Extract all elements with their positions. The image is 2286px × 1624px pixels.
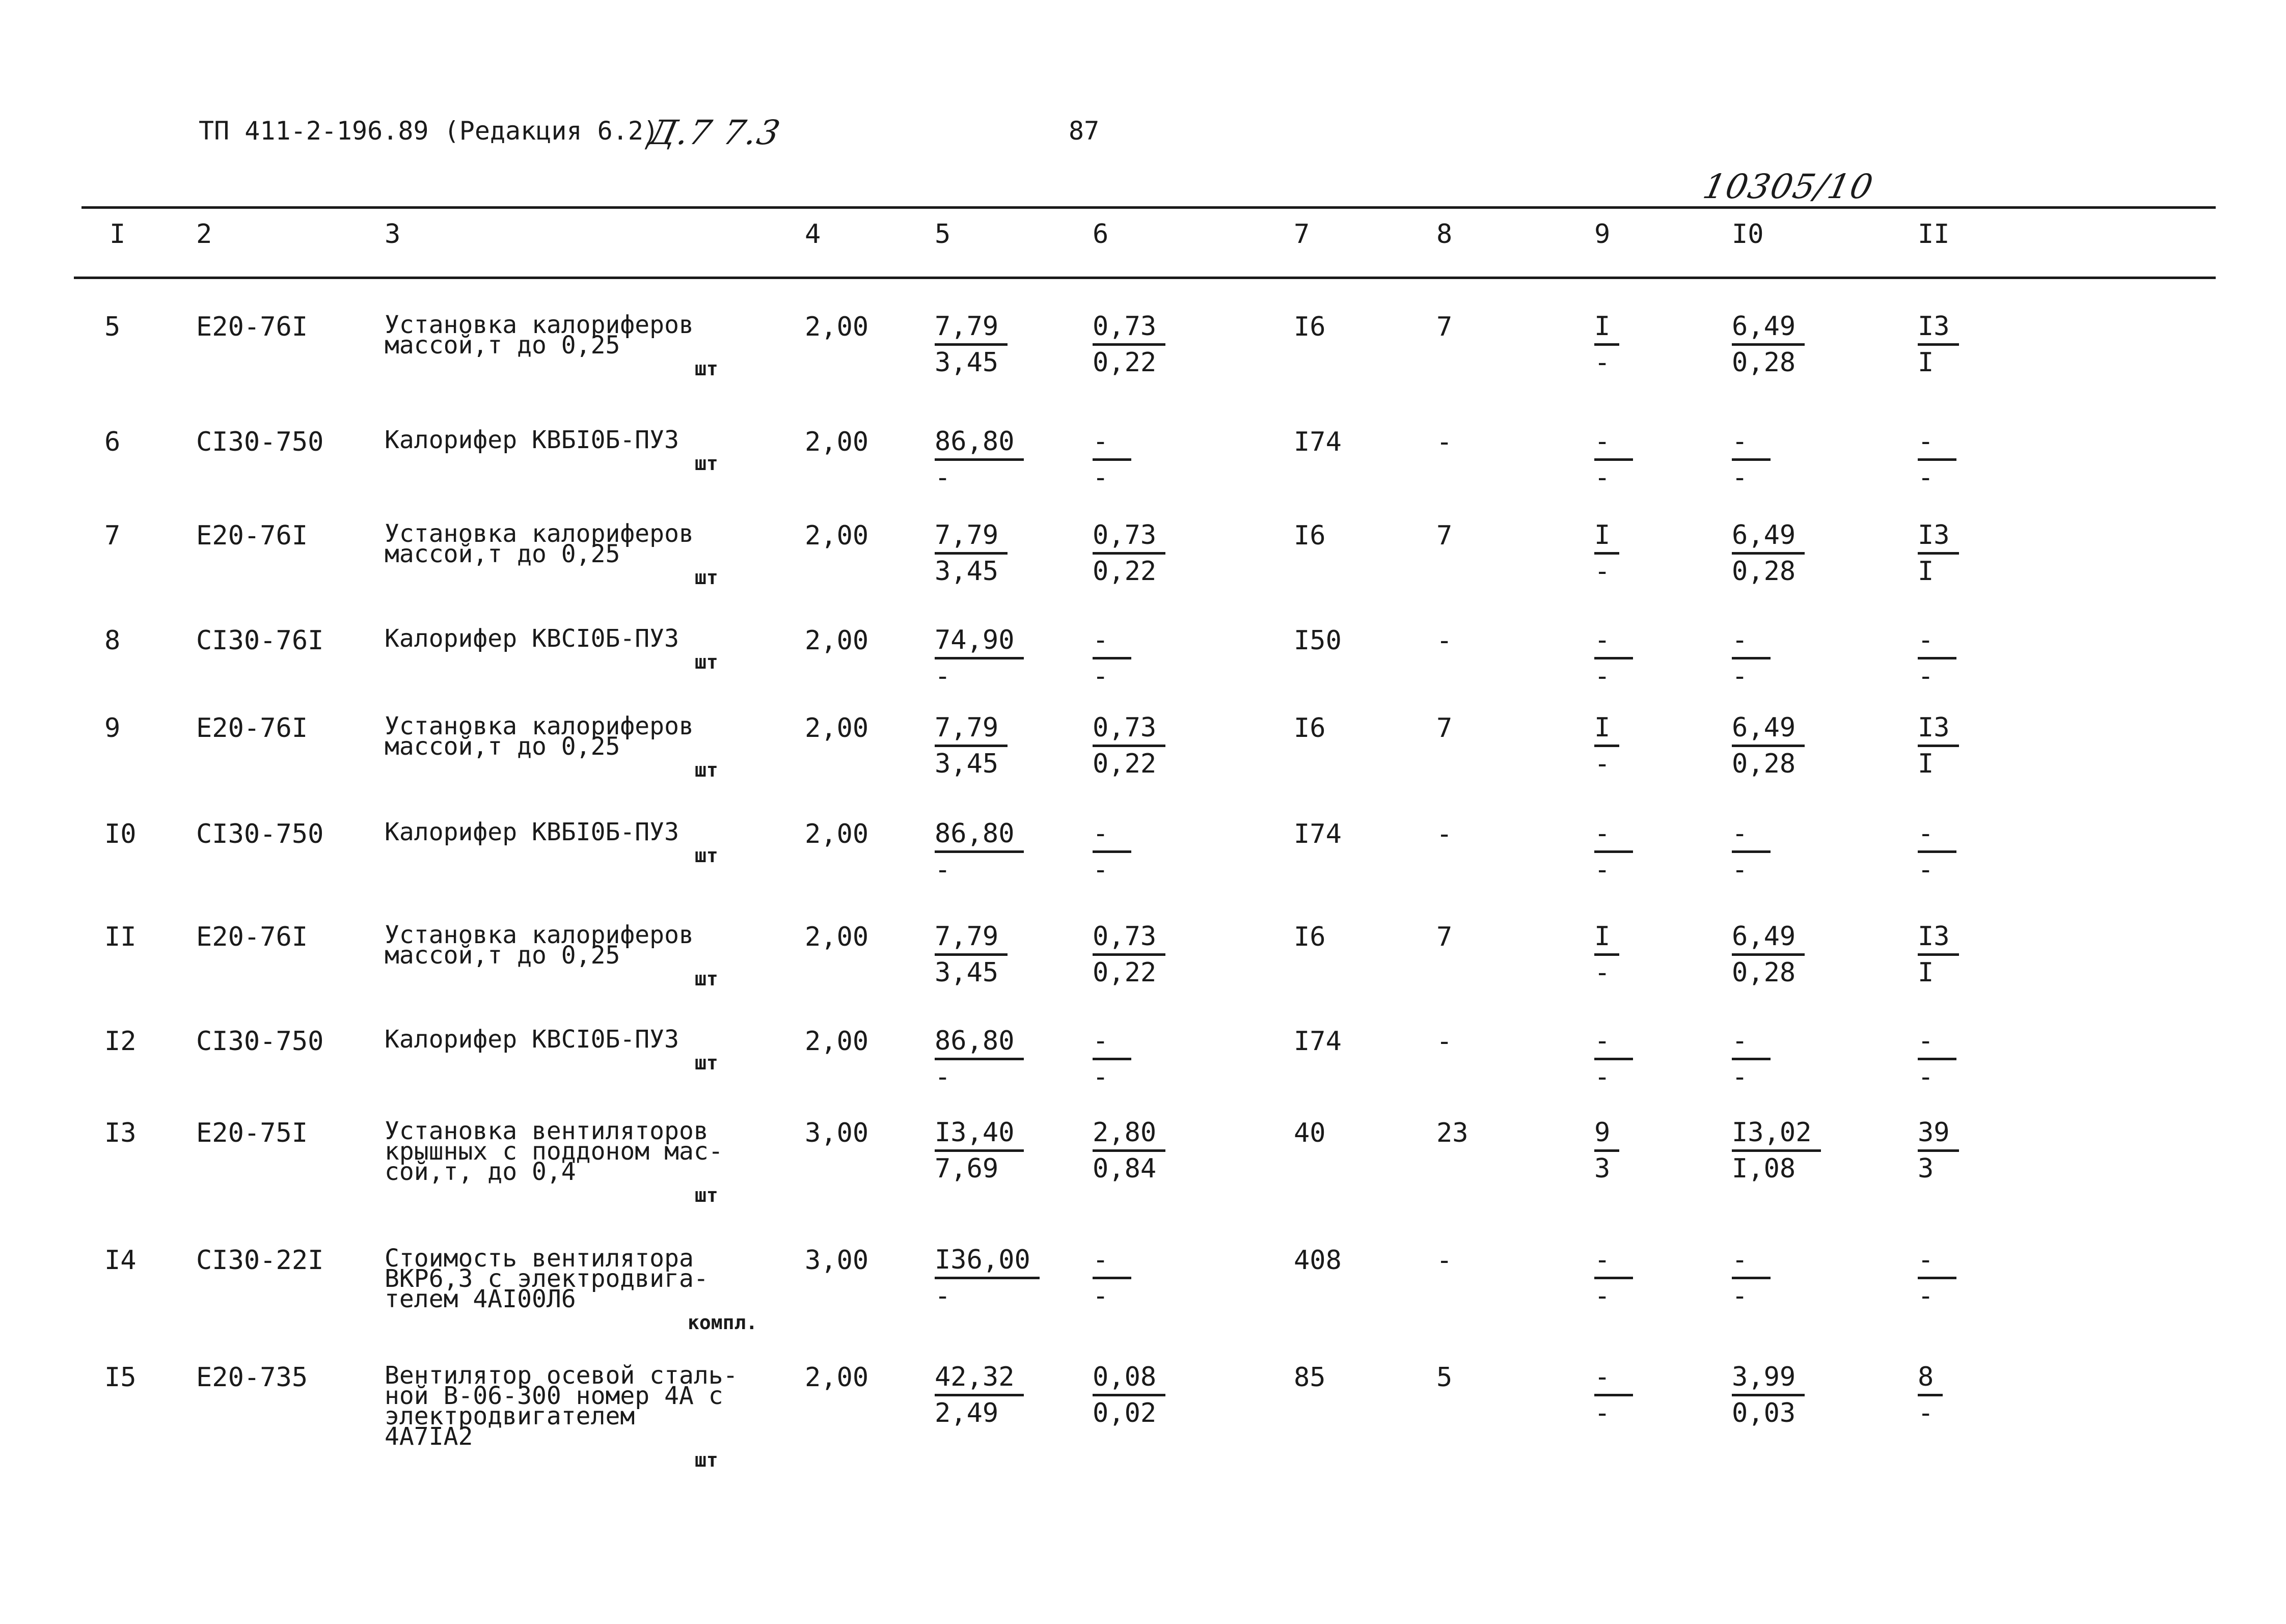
- total-wages: 7: [1436, 312, 1453, 342]
- description-line: Установка вентиляторов: [385, 1117, 709, 1145]
- unit-cost: [935, 310, 1008, 379]
- total-wages: -: [1436, 1245, 1453, 1276]
- labor-per-unit-denominator: -: [1732, 462, 1748, 493]
- labor-total-numerator: -: [1918, 623, 1956, 659]
- wage-cost-numerator: 0,08: [1093, 1360, 1165, 1396]
- quantity: 2,00: [805, 713, 869, 744]
- total-cost: 40: [1294, 1118, 1326, 1148]
- quantity: 2,00: [805, 922, 869, 952]
- wage-cost-numerator: 0,73: [1093, 920, 1165, 956]
- labor-per-unit-denominator: -: [1732, 1281, 1748, 1311]
- total-cost: I74: [1294, 819, 1342, 849]
- machine-cost: [1594, 1116, 1619, 1186]
- quantity: 2,00: [805, 520, 869, 551]
- unit-cost: [935, 817, 1024, 887]
- row-number: 6: [104, 427, 121, 457]
- quantity: 2,00: [805, 625, 869, 656]
- rate-code: Е20-76I: [196, 312, 308, 342]
- unit-cost-denominator: -: [935, 462, 951, 493]
- labor-per-unit-numerator: 3,99: [1732, 1360, 1805, 1396]
- column-header-6: 6: [1093, 219, 1109, 250]
- wage-cost: [1093, 1024, 1131, 1094]
- wage-cost: [1093, 518, 1165, 588]
- total-cost: I6: [1294, 922, 1326, 952]
- quantity: 2,00: [805, 427, 869, 457]
- labor-per-unit-numerator: -: [1732, 1243, 1771, 1279]
- unit-cost-denominator: 7,69: [935, 1153, 999, 1184]
- wage-cost: [1093, 711, 1165, 781]
- unit-cost-numerator: 7,79: [935, 518, 1008, 555]
- total-wages: -: [1436, 1026, 1453, 1057]
- row-number: II: [104, 922, 137, 952]
- description-line: Установка калориферов: [385, 519, 694, 548]
- total-cost: I74: [1294, 427, 1342, 457]
- labor-total: [1918, 623, 1956, 693]
- column-header-10: I0: [1732, 219, 1764, 250]
- total-cost: I6: [1294, 713, 1326, 744]
- column-header-11: II: [1918, 219, 1950, 250]
- machine-cost-denominator: -: [1594, 855, 1611, 885]
- machine-cost-numerator: I: [1594, 310, 1619, 346]
- labor-per-unit-numerator: 6,49: [1732, 711, 1805, 747]
- quantity: 2,00: [805, 1026, 869, 1057]
- labor-per-unit: [1732, 623, 1771, 693]
- labor-per-unit-denominator: -: [1732, 661, 1748, 692]
- description-line: 4А7IА2: [385, 1422, 473, 1451]
- rate-code: СI30-750: [196, 819, 324, 849]
- labor-total-denominator: -: [1918, 855, 1934, 885]
- machine-cost-numerator: -: [1594, 1024, 1633, 1060]
- total-wages: 5: [1436, 1362, 1453, 1393]
- row-number: I0: [104, 819, 137, 849]
- unit-cost: [935, 1024, 1024, 1094]
- labor-total: [1918, 711, 1959, 781]
- labor-per-unit: [1732, 1243, 1771, 1313]
- unit-cost-denominator: -: [935, 855, 951, 885]
- labor-per-unit-numerator: -: [1732, 1024, 1771, 1060]
- quantity: 2,00: [805, 312, 869, 342]
- description-line: массой,т до 0,25: [385, 732, 620, 761]
- machine-cost-numerator: -: [1594, 817, 1633, 853]
- labor-per-unit: [1732, 1024, 1771, 1094]
- quantity: 2,00: [805, 1362, 869, 1393]
- row-number: I5: [104, 1362, 137, 1393]
- wage-cost-numerator: 0,73: [1093, 310, 1165, 346]
- unit-cost: [935, 1360, 1024, 1430]
- wage-cost: [1093, 1116, 1165, 1186]
- labor-total-denominator: -: [1918, 1062, 1934, 1092]
- machine-cost: [1594, 920, 1619, 989]
- column-header-2: 2: [196, 219, 212, 250]
- unit-of-measure: шт: [695, 452, 718, 475]
- description-line: Установка калориферов: [385, 712, 694, 740]
- wage-cost-denominator: -: [1093, 462, 1109, 493]
- labor-total-numerator: I3: [1918, 310, 1959, 346]
- labor-total-numerator: -: [1918, 1024, 1956, 1060]
- machine-cost-numerator: -: [1594, 1243, 1633, 1279]
- unit-cost-numerator: 74,90: [935, 623, 1024, 659]
- labor-total-denominator: 3: [1918, 1153, 1934, 1184]
- total-cost: I6: [1294, 520, 1326, 551]
- description-line: Калорифер КВСI0Б-ПУ3: [385, 624, 679, 653]
- wage-cost-numerator: -: [1093, 817, 1131, 853]
- unit-of-measure: шт: [695, 1184, 718, 1206]
- document-code: ТП 411-2-196.89 (Редакция 6.2): [199, 116, 659, 146]
- machine-cost: [1594, 1360, 1633, 1430]
- labor-per-unit-numerator: 6,49: [1732, 310, 1805, 346]
- total-cost: I6: [1294, 312, 1326, 342]
- unit-cost-numerator: I36,00: [935, 1243, 1040, 1279]
- wage-cost: [1093, 1360, 1165, 1430]
- description-line: ВКР6,3 с электродвига-: [385, 1264, 709, 1293]
- unit-cost-numerator: 7,79: [935, 920, 1008, 956]
- unit-of-measure: шт: [695, 968, 718, 990]
- wage-cost-numerator: 0,73: [1093, 711, 1165, 747]
- row-number: I2: [104, 1026, 137, 1057]
- row-number: I3: [104, 1118, 137, 1148]
- labor-total-denominator: -: [1918, 1281, 1934, 1311]
- total-wages: 23: [1436, 1118, 1468, 1148]
- labor-total-numerator: I3: [1918, 518, 1959, 555]
- labor-total: [1918, 817, 1956, 887]
- labor-total: [1918, 1116, 1959, 1186]
- description-line: массой,т до 0,25: [385, 331, 620, 360]
- labor-per-unit-denominator: 0,28: [1732, 347, 1796, 378]
- machine-cost-denominator: 3: [1594, 1153, 1611, 1184]
- column-header-1: I: [110, 219, 126, 250]
- album-mark: Д.7 7.3: [645, 113, 784, 152]
- labor-total-numerator: 8: [1918, 1360, 1943, 1396]
- quantity: 3,00: [805, 1245, 869, 1276]
- total-wages: -: [1436, 625, 1453, 656]
- machine-cost-denominator: -: [1594, 957, 1611, 988]
- labor-total-numerator: I3: [1918, 711, 1959, 747]
- machine-cost-numerator: I: [1594, 711, 1619, 747]
- machine-cost-denominator: -: [1594, 661, 1611, 692]
- labor-per-unit-numerator: -: [1732, 623, 1771, 659]
- column-header-5: 5: [935, 219, 951, 250]
- row-number: 7: [104, 520, 121, 551]
- machine-cost: [1594, 817, 1633, 887]
- wage-cost-denominator: 0,22: [1093, 347, 1157, 378]
- description-line: телем 4АI00Л6: [385, 1285, 576, 1313]
- total-wages: -: [1436, 819, 1453, 849]
- rate-code: СI30-22I: [196, 1245, 324, 1276]
- total-wages: 7: [1436, 922, 1453, 952]
- unit-cost: [935, 425, 1024, 494]
- total-wages: 7: [1436, 520, 1453, 551]
- description-line: Калорифер КВСI0Б-ПУ3: [385, 1025, 679, 1054]
- labor-total-denominator: I: [1918, 556, 1934, 587]
- labor-per-unit-numerator: I3,02: [1732, 1116, 1821, 1152]
- total-cost: I50: [1294, 625, 1342, 656]
- labor-per-unit-numerator: -: [1732, 425, 1771, 461]
- wage-cost: [1093, 920, 1165, 989]
- unit-cost-numerator: 7,79: [935, 310, 1008, 346]
- total-cost: 408: [1294, 1245, 1342, 1276]
- labor-total: [1918, 920, 1959, 989]
- machine-cost: [1594, 1024, 1633, 1094]
- labor-total-numerator: -: [1918, 425, 1956, 461]
- column-header-3: 3: [385, 219, 401, 250]
- unit-of-measure: шт: [695, 651, 718, 673]
- labor-per-unit: [1732, 518, 1805, 588]
- unit-cost-denominator: 2,49: [935, 1398, 999, 1428]
- unit-cost-numerator: 86,80: [935, 817, 1024, 853]
- labor-per-unit-denominator: 0,28: [1732, 749, 1796, 779]
- wage-cost-denominator: 0,02: [1093, 1398, 1157, 1428]
- unit-of-measure: шт: [695, 1449, 718, 1471]
- wage-cost: [1093, 310, 1165, 379]
- wage-cost-denominator: 0,84: [1093, 1153, 1157, 1184]
- labor-per-unit: [1732, 1116, 1821, 1186]
- description-line: массой,т до 0,25: [385, 941, 620, 970]
- unit-of-measure: шт: [695, 759, 718, 781]
- labor-total: [1918, 310, 1959, 379]
- column-header-8: 8: [1436, 219, 1453, 250]
- machine-cost: [1594, 425, 1633, 494]
- description-line: электродвигателем: [385, 1402, 635, 1430]
- labor-total: [1918, 425, 1956, 494]
- archive-stamp: 10305/10: [1699, 167, 1877, 206]
- wage-cost-numerator: -: [1093, 425, 1131, 461]
- machine-cost-numerator: 9: [1594, 1116, 1619, 1152]
- labor-per-unit-numerator: 6,49: [1732, 920, 1805, 956]
- labor-total-numerator: -: [1918, 1243, 1956, 1279]
- wage-cost-numerator: -: [1093, 1243, 1131, 1279]
- description-line: Калорифер КВБI0Б-ПУ3: [385, 426, 679, 454]
- machine-cost-denominator: -: [1594, 1281, 1611, 1311]
- wage-cost-denominator: -: [1093, 661, 1109, 692]
- machine-cost-denominator: -: [1594, 347, 1611, 378]
- wage-cost-denominator: 0,22: [1093, 556, 1157, 587]
- machine-cost-denominator: -: [1594, 749, 1611, 779]
- total-cost: 85: [1294, 1362, 1326, 1393]
- wage-cost: [1093, 623, 1131, 693]
- unit-of-measure: шт: [695, 844, 718, 867]
- row-number: 8: [104, 625, 121, 656]
- rate-code: СI30-750: [196, 427, 324, 457]
- labor-per-unit-numerator: -: [1732, 817, 1771, 853]
- wage-cost-denominator: -: [1093, 855, 1109, 885]
- unit-cost: [935, 623, 1024, 693]
- unit-cost: [935, 518, 1008, 588]
- rate-code: Е20-76I: [196, 922, 308, 952]
- unit-of-measure: компл.: [688, 1311, 758, 1334]
- labor-per-unit: [1732, 711, 1805, 781]
- labor-per-unit-denominator: 0,28: [1732, 957, 1796, 988]
- unit-cost-numerator: 42,32: [935, 1360, 1024, 1396]
- unit-cost-denominator: 3,45: [935, 556, 999, 587]
- labor-per-unit: [1732, 1360, 1805, 1430]
- labor-total-numerator: I3: [1918, 920, 1959, 956]
- labor-total-denominator: -: [1918, 462, 1934, 493]
- labor-per-unit: [1732, 310, 1805, 379]
- description-line: сой,т, до 0,4: [385, 1158, 576, 1186]
- unit-cost-denominator: -: [935, 1281, 951, 1311]
- labor-total-denominator: I: [1918, 957, 1934, 988]
- rate-code: Е20-76I: [196, 713, 308, 744]
- column-header-9: 9: [1594, 219, 1611, 250]
- description-line: Установка калориферов: [385, 921, 694, 949]
- machine-cost-denominator: -: [1594, 556, 1611, 587]
- machine-cost: [1594, 1243, 1633, 1313]
- machine-cost-denominator: -: [1594, 1398, 1611, 1428]
- quantity: 2,00: [805, 819, 869, 849]
- total-wages: 7: [1436, 713, 1453, 744]
- unit-cost-denominator: 3,45: [935, 347, 999, 378]
- machine-cost-numerator: I: [1594, 920, 1619, 956]
- unit-of-measure: шт: [695, 1052, 718, 1074]
- description-line: Стоимость вентилятора: [385, 1244, 694, 1273]
- labor-total: [1918, 518, 1959, 588]
- unit-cost-numerator: I3,40: [935, 1116, 1024, 1152]
- machine-cost: [1594, 711, 1619, 781]
- description-line: ной В-06-300 номер 4А с: [385, 1382, 723, 1410]
- quantity: 3,00: [805, 1118, 869, 1148]
- labor-total-numerator: -: [1918, 817, 1956, 853]
- unit-cost-numerator: 86,80: [935, 425, 1024, 461]
- machine-cost-denominator: -: [1594, 1062, 1611, 1092]
- machine-cost-numerator: I: [1594, 518, 1619, 555]
- description-line: Калорифер КВБI0Б-ПУ3: [385, 818, 679, 846]
- wage-cost-numerator: -: [1093, 623, 1131, 659]
- machine-cost: [1594, 623, 1633, 693]
- wage-cost-denominator: -: [1093, 1281, 1109, 1311]
- wage-cost: [1093, 817, 1131, 887]
- unit-cost-denominator: -: [935, 661, 951, 692]
- description-line: массой,т до 0,25: [385, 540, 620, 568]
- wage-cost-denominator: 0,22: [1093, 957, 1157, 988]
- labor-total-denominator: -: [1918, 1398, 1934, 1428]
- labor-per-unit-denominator: -: [1732, 1062, 1748, 1092]
- machine-cost: [1594, 310, 1619, 379]
- labor-per-unit-denominator: 0,03: [1732, 1398, 1796, 1428]
- unit-cost: [935, 1116, 1024, 1186]
- machine-cost-denominator: -: [1594, 462, 1611, 493]
- wage-cost-numerator: -: [1093, 1024, 1131, 1060]
- unit-cost-denominator: 3,45: [935, 749, 999, 779]
- row-number: 9: [104, 713, 121, 744]
- machine-cost: [1594, 518, 1619, 588]
- labor-per-unit: [1732, 425, 1771, 494]
- wage-cost-denominator: -: [1093, 1062, 1109, 1092]
- row-number: I4: [104, 1245, 137, 1276]
- machine-cost-numerator: -: [1594, 1360, 1633, 1396]
- page-number: 87: [1069, 116, 1100, 146]
- row-number: 5: [104, 312, 121, 342]
- rate-code: Е20-75I: [196, 1118, 308, 1148]
- unit-of-measure: шт: [695, 566, 718, 589]
- unit-cost-numerator: 86,80: [935, 1024, 1024, 1060]
- column-header-4: 4: [805, 219, 821, 250]
- machine-cost-numerator: -: [1594, 623, 1633, 659]
- unit-cost: [935, 920, 1008, 989]
- rate-code: СI30-750: [196, 1026, 324, 1057]
- labor-per-unit-denominator: I,08: [1732, 1153, 1796, 1184]
- unit-cost-denominator: 3,45: [935, 957, 999, 988]
- wage-cost-numerator: 0,73: [1093, 518, 1165, 555]
- table-header-rule: [74, 277, 2216, 279]
- labor-total-denominator: -: [1918, 661, 1934, 692]
- labor-per-unit-numerator: 6,49: [1732, 518, 1805, 555]
- description-line: крышных с поддоном мас-: [385, 1137, 723, 1166]
- labor-total-denominator: I: [1918, 749, 1934, 779]
- labor-total: [1918, 1024, 1956, 1094]
- wage-cost-numerator: 2,80: [1093, 1116, 1165, 1152]
- unit-cost: [935, 1243, 1040, 1313]
- unit-of-measure: шт: [695, 357, 718, 380]
- labor-per-unit-denominator: 0,28: [1732, 556, 1796, 587]
- labor-total: [1918, 1243, 1956, 1313]
- labor-per-unit: [1732, 920, 1805, 989]
- machine-cost-numerator: -: [1594, 425, 1633, 461]
- labor-per-unit: [1732, 817, 1771, 887]
- rate-code: Е20-76I: [196, 520, 308, 551]
- labor-total-numerator: 39: [1918, 1116, 1959, 1152]
- description-line: Установка калориферов: [385, 311, 694, 339]
- labor-total: [1918, 1360, 1943, 1430]
- unit-cost-numerator: 7,79: [935, 711, 1008, 747]
- wage-cost: [1093, 425, 1131, 494]
- description-line: Вентилятор осевой сталь-: [385, 1361, 738, 1390]
- column-header-7: 7: [1294, 219, 1310, 250]
- rate-code: СI30-76I: [196, 625, 324, 656]
- total-cost: I74: [1294, 1026, 1342, 1057]
- rate-code: Е20-735: [196, 1362, 308, 1393]
- unit-cost-denominator: -: [935, 1062, 951, 1092]
- wage-cost-denominator: 0,22: [1093, 749, 1157, 779]
- labor-per-unit-denominator: -: [1732, 855, 1748, 885]
- table-top-rule: [81, 206, 2216, 209]
- unit-cost: [935, 711, 1008, 781]
- total-wages: -: [1436, 427, 1453, 457]
- labor-total-denominator: I: [1918, 347, 1934, 378]
- wage-cost: [1093, 1243, 1131, 1313]
